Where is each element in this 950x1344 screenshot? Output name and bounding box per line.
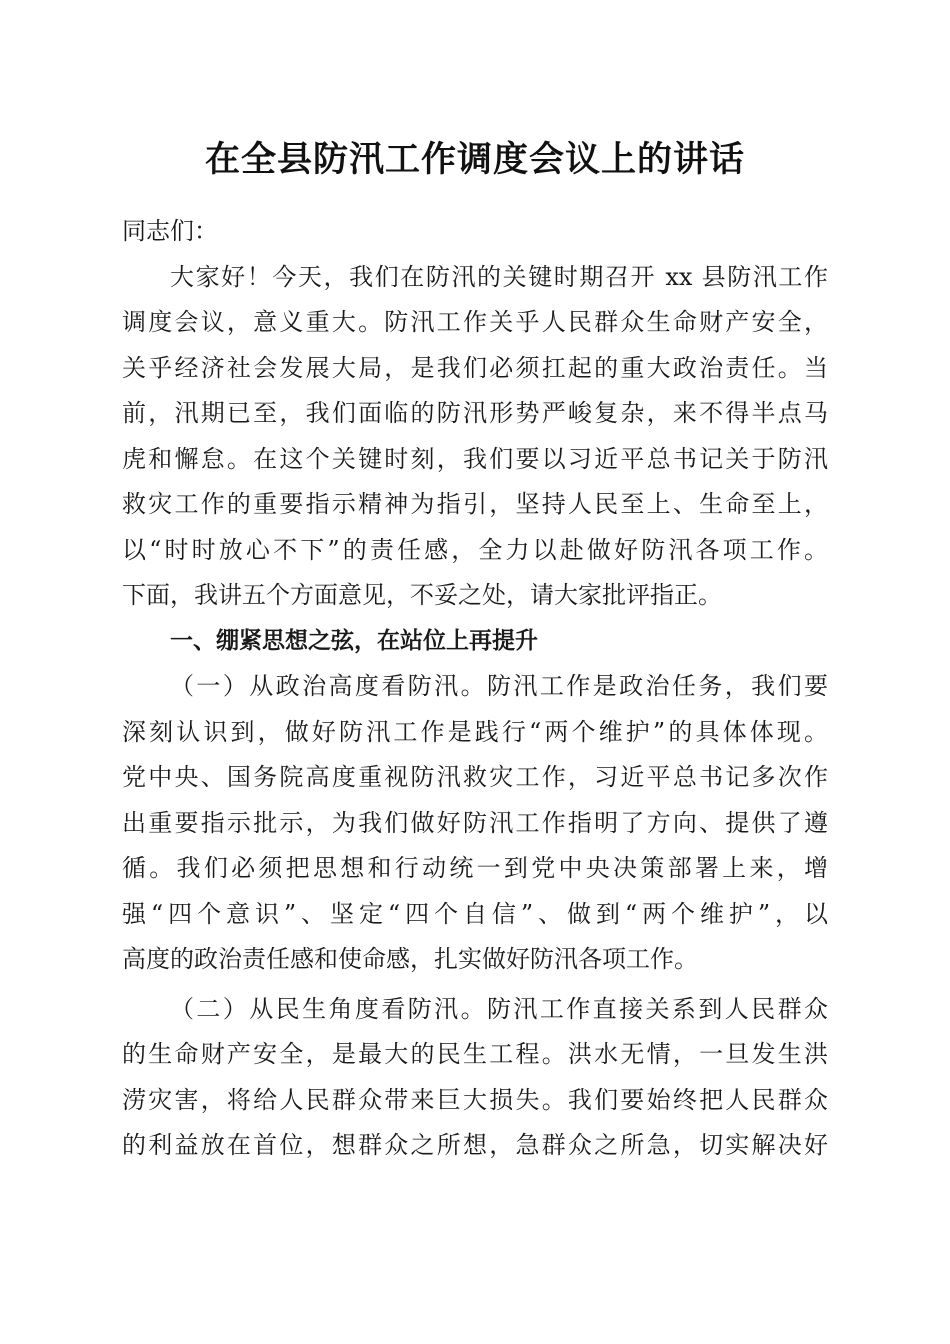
paragraph-line: 强“四个意识”、坚定“四个自信”、做到“两个维护”，以 [122,899,828,928]
paragraph-line: （二）从民生角度看防汛。防汛工作直接关系到人民群众 [170,994,828,1023]
section-heading: 一、绷紧思想之弦，在站位上再提升 [170,627,538,654]
paragraph-line: 关乎经济社会发展大局，是我们必须扛起的重大政治责任。当 [122,353,828,382]
paragraph-line: 的生命财产安全，是最大的民生工程。洪水无情，一旦发生洪 [122,1040,828,1068]
salutation: 同志们： [122,217,218,245]
paragraph-line: 涝灾害，将给人民群众带来巨大损失。我们要始终把人民群众 [122,1085,828,1114]
paragraph-line: 虎和懈怠。在这个关键时刻，我们要以习近平总书记关于防汛 [122,444,828,473]
paragraph-line: 调度会议，意义重大。防汛工作关乎人民群众生命财产安全， [122,308,828,336]
document-body [122,209,828,1169]
paragraph-line: （一）从政治高度看防汛。防汛工作是政治任务，我们要 [170,672,828,700]
paragraph-line: 的利益放在首位，想群众之所想，急群众之所急，切实解决好 [122,1131,828,1159]
paragraph-line: 高度的政治责任感和使命感，扎实做好防汛各项工作。 [122,945,698,973]
paragraph-line: 前，汛期已至，我们面临的防汛形势严峻复杂，来不得半点马 [122,399,828,427]
paragraph-line: 救灾工作的重要指示精神为指引，坚持人民至上、生命至上， [122,490,828,518]
paragraph-line: 深刻认识到，做好防汛工作是践行“两个维护”的具体体现。 [122,717,828,746]
document-title: 在全县防汛工作调度会议上的讲话 [204,139,745,180]
paragraph-line: 出重要指示批示，为我们做好防汛工作指明了方向、提供了遵 [122,808,828,837]
paragraph-line: 下面，我讲五个方面意见，不妥之处，请大家批评指正。 [122,581,722,609]
paragraph-line: 以“时时放心不下”的责任感，全力以赴做好防汛各项工作。 [122,535,828,564]
paragraph-line: 大家好！今天，我们在防汛的关键时期召开 xx 县防汛工作 [170,262,828,291]
paragraph-line: 循。我们必须把思想和行动统一到党中央决策部署上来，增 [122,854,828,882]
paragraph-line: 党中央、国务院高度重视防汛救灾工作，习近平总书记多次作 [122,763,828,791]
